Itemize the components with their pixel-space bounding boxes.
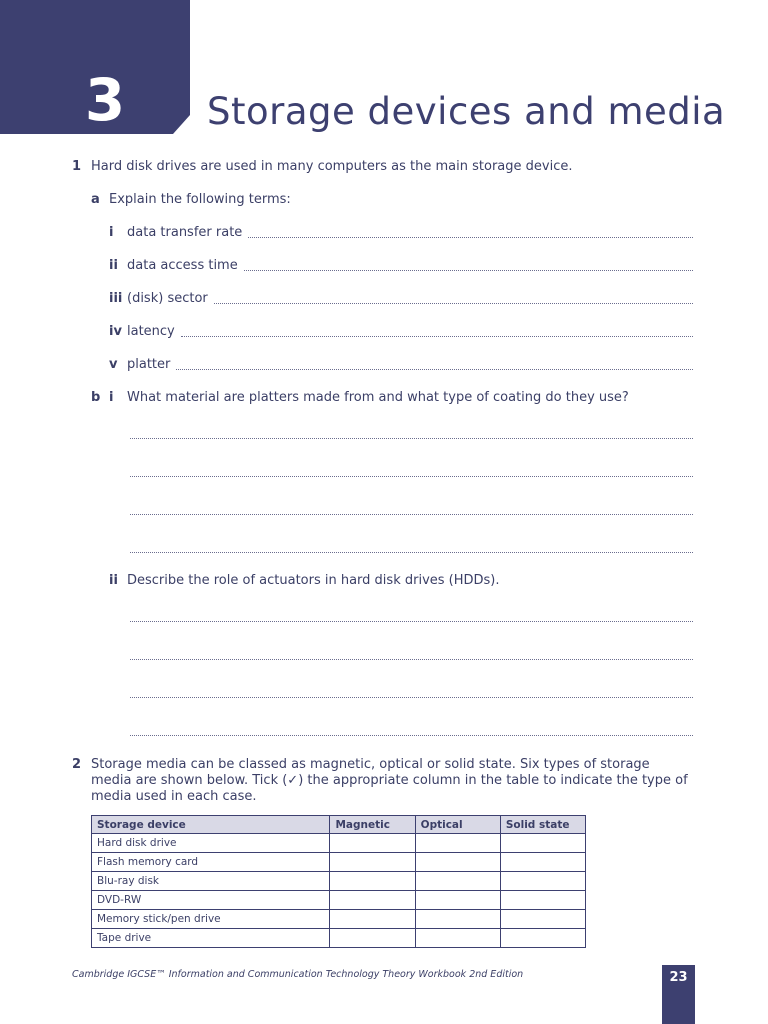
footer-book-title: Cambridge IGCSE™ Information and Communication Technology Theory Workbook 2nd Edition bbox=[72, 969, 524, 980]
answer-line[interactable] bbox=[130, 514, 693, 515]
tick-cell-optical[interactable] bbox=[415, 872, 500, 891]
term-row bbox=[127, 258, 693, 274]
table-header-row bbox=[92, 816, 586, 834]
tick-cell-optical[interactable] bbox=[415, 891, 500, 910]
tick-cell-solid-state[interactable] bbox=[500, 910, 585, 929]
answer-line[interactable] bbox=[176, 369, 693, 370]
part-b-i-label: i bbox=[109, 390, 114, 405]
header-storage-device: Storage device bbox=[92, 816, 330, 834]
tick-cell-solid-state[interactable] bbox=[500, 891, 585, 910]
tick-cell-magnetic[interactable] bbox=[330, 929, 415, 948]
chapter-title: Storage devices and media bbox=[207, 90, 726, 133]
table-row bbox=[92, 891, 586, 910]
device-name: Tape drive bbox=[92, 929, 330, 948]
term-label: iv bbox=[109, 324, 122, 339]
device-name: Hard disk drive bbox=[92, 834, 330, 853]
part-b-label: b bbox=[91, 390, 101, 405]
tick-cell-magnetic[interactable] bbox=[330, 872, 415, 891]
answer-line[interactable] bbox=[130, 552, 693, 553]
answer-line[interactable] bbox=[130, 476, 693, 477]
device-name: Memory stick/pen drive bbox=[92, 910, 330, 929]
answer-line[interactable] bbox=[130, 621, 693, 622]
page-number: 23 bbox=[669, 970, 688, 985]
term-row bbox=[127, 324, 693, 340]
table-row bbox=[92, 853, 586, 872]
answer-line[interactable] bbox=[130, 735, 693, 736]
answer-line[interactable] bbox=[130, 438, 693, 439]
tick-cell-magnetic[interactable] bbox=[330, 910, 415, 929]
answer-line[interactable] bbox=[214, 303, 693, 304]
device-name: Flash memory card bbox=[92, 853, 330, 872]
table-row bbox=[92, 929, 586, 948]
page-number-box bbox=[662, 965, 695, 1024]
chapter-number: 3 bbox=[84, 66, 126, 134]
answer-line[interactable] bbox=[130, 697, 693, 698]
tick-cell-solid-state[interactable] bbox=[500, 834, 585, 853]
table-row bbox=[92, 910, 586, 929]
answer-line[interactable] bbox=[248, 237, 693, 238]
device-name: Blu-ray disk bbox=[92, 872, 330, 891]
term-text: (disk) sector bbox=[127, 291, 208, 306]
term-row bbox=[127, 357, 693, 373]
term-label: i bbox=[109, 225, 114, 240]
question-1-text: Hard disk drives are used in many computers as the main storage device. bbox=[91, 159, 573, 174]
term-label: ii bbox=[109, 258, 118, 273]
storage-media-table bbox=[91, 815, 586, 948]
question-2-text: Storage media can be classed as magnetic, optical or solid state. Six types of storage media are shown below. Tick (✓) the appropriate column in the table to indicate the type of media used in each case. bbox=[91, 757, 688, 804]
header-optical: Optical bbox=[415, 816, 500, 834]
term-text: data transfer rate bbox=[127, 225, 243, 240]
question-2-number: 2 bbox=[72, 757, 82, 772]
tick-cell-optical[interactable] bbox=[415, 834, 500, 853]
tick-cell-optical[interactable] bbox=[415, 910, 500, 929]
tick-cell-magnetic[interactable] bbox=[330, 891, 415, 910]
header-solid-state: Solid state bbox=[500, 816, 585, 834]
part-b-ii-label: ii bbox=[109, 573, 118, 588]
term-row bbox=[127, 291, 693, 307]
answer-line[interactable] bbox=[130, 659, 693, 660]
tick-cell-optical[interactable] bbox=[415, 853, 500, 872]
question-1-number: 1 bbox=[72, 159, 82, 174]
tick-cell-magnetic[interactable] bbox=[330, 834, 415, 853]
table-row bbox=[92, 834, 586, 853]
part-a-text: Explain the following terms: bbox=[109, 192, 291, 207]
part-a-label: a bbox=[91, 192, 100, 207]
answer-line[interactable] bbox=[181, 336, 693, 337]
term-text: data access time bbox=[127, 258, 238, 273]
tick-cell-optical[interactable] bbox=[415, 929, 500, 948]
term-text: latency bbox=[127, 324, 175, 339]
term-label: v bbox=[109, 357, 118, 372]
term-label: iii bbox=[109, 291, 123, 306]
answer-line[interactable] bbox=[244, 270, 693, 271]
tick-cell-solid-state[interactable] bbox=[500, 929, 585, 948]
tick-cell-solid-state[interactable] bbox=[500, 853, 585, 872]
tick-cell-solid-state[interactable] bbox=[500, 872, 585, 891]
term-text: platter bbox=[127, 357, 171, 372]
term-row bbox=[127, 225, 693, 241]
tick-cell-magnetic[interactable] bbox=[330, 853, 415, 872]
table-row bbox=[92, 872, 586, 891]
header-magnetic: Magnetic bbox=[330, 816, 415, 834]
device-name: DVD-RW bbox=[92, 891, 330, 910]
part-b-i-text: What material are platters made from and what type of coating do they use? bbox=[127, 390, 629, 405]
part-b-ii-text: Describe the role of actuators in hard disk drives (HDDs). bbox=[127, 573, 500, 588]
